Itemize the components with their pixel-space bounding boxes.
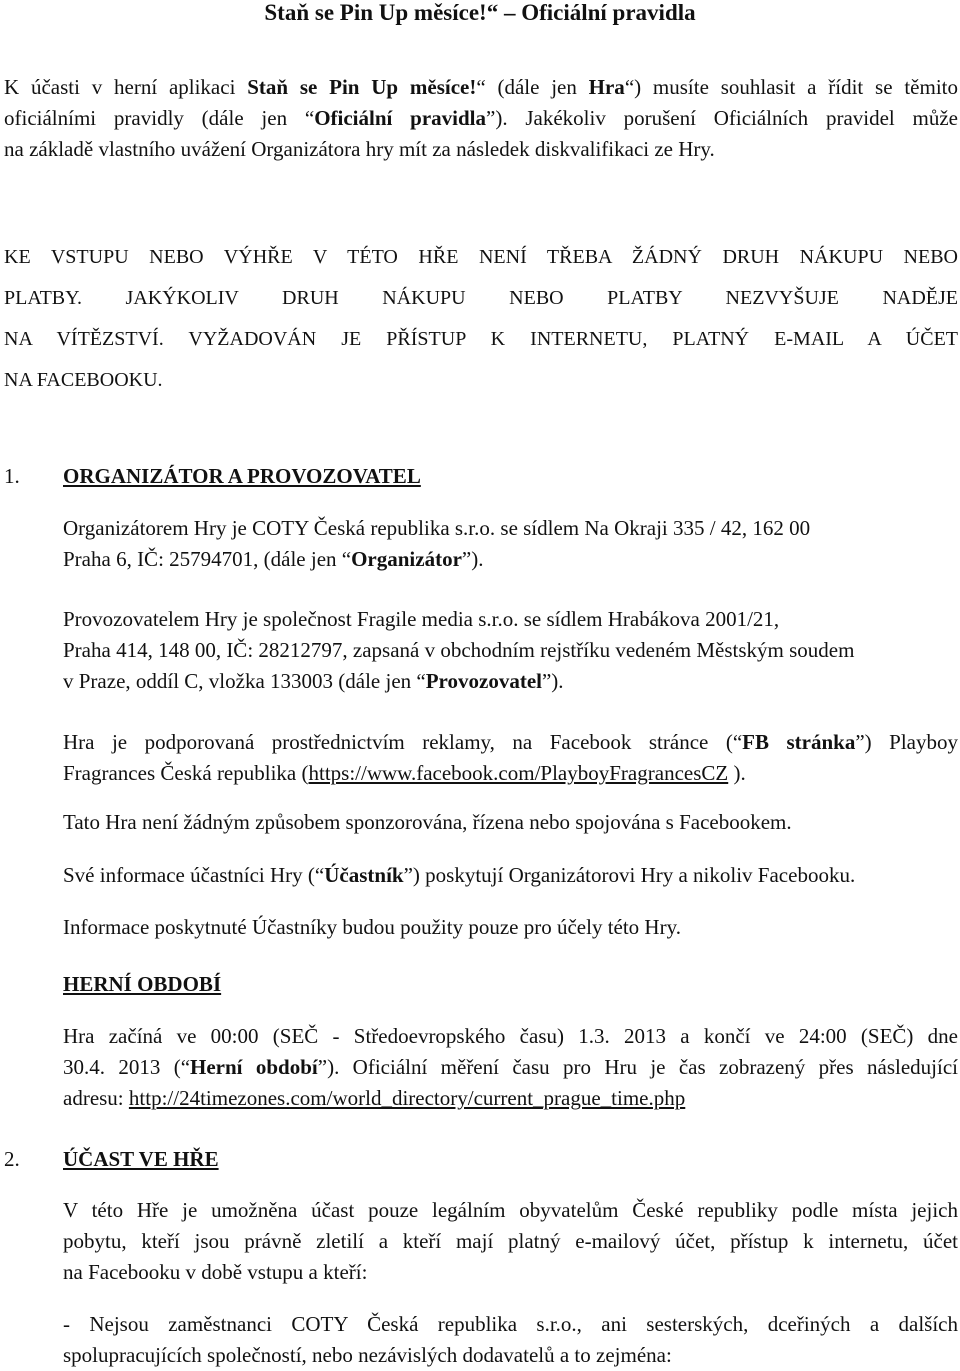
notice-line: PLATBY. JAKÝKOLIV DRUH NÁKUPU NEBO PLATBY NEZVYŠUJE NADĚJE	[4, 287, 958, 309]
eligibility-line: na Facebooku v době vstupu a kteří:	[63, 1260, 368, 1284]
organizer-line: Organizátorem Hry je COTY Česká republika s.r.o. se sídlem Na Okraji 335 / 42, 162 00	[63, 516, 811, 540]
intro-line: K účasti v herní aplikaci Staň se Pin Up měsíce!“ (dále jen Hra“) musíte souhlasit a řídit se těmito	[4, 75, 958, 99]
period-line: 30.4. 2013 (“Herní období”). Oficiální měření času pro Hru je čas zobrazený přes následující	[63, 1055, 958, 1079]
section-1-number: 1.	[4, 464, 20, 488]
intro-line: oficiálními pravidly (dále jen “Oficiální pravidla”). Jakékoliv porušení Oficiálních pravidel může	[4, 106, 959, 130]
intro-paragraph	[4, 72, 958, 165]
intro-line: na základě vlastního uvážení Organizátora hry mít za následek diskvalifikaci ze Hry.	[4, 137, 715, 161]
notice-line: KE VSTUPU NEBO VÝHŘE V TÉTO HŘE NENÍ TŘEBA ŽÁDNÝ DRUH NÁKUPU NEBO	[4, 246, 958, 268]
game-period-heading: HERNÍ OBDOBÍ	[63, 972, 222, 996]
notice-line: NA VÍTĚZSTVÍ. VYŽADOVÁN JE PŘÍSTUP K INTERNETU, PLATNÝ E-MAIL A ÚČET	[4, 328, 958, 350]
no-purchase-notice	[4, 237, 958, 401]
data-usage: Informace poskytnuté Účastníky budou použity pouze pro účely této Hry.	[63, 915, 681, 939]
page-title: Staň se Pin Up měsíce!“ – Oficiální pravidla	[264, 0, 696, 25]
section-2-heading: ÚČAST VE HŘE	[63, 1147, 219, 1171]
operator-line: Praha 414, 148 00, IČ: 28212797, zapsaná v obchodním rejstříku vedeném Městským soudem	[63, 638, 855, 662]
facebook-page-link[interactable]: https://www.facebook.com/PlayboyFragrancesCZ	[308, 761, 729, 785]
eligibility-list-item	[63, 1309, 958, 1371]
facebook-line: Hra je podporovaná prostřednictvím reklamy, na Facebook stránce (“FB stránka”) Playboy	[63, 730, 959, 754]
eligibility-line: pobytu, kteří jsou právně zletilí a kteří mají platný e-mailový účet, přístup k internetu, účet	[63, 1229, 958, 1253]
organizer-paragraph	[63, 513, 958, 575]
list-line: spolupracujících společností, nebo nezávislých dodavatelů a to zejména:	[63, 1343, 672, 1367]
operator-paragraph	[63, 604, 958, 697]
organizer-line: Praha 6, IČ: 25794701, (dále jen “Organizátor”).	[63, 547, 484, 571]
eligibility-line: V této Hře je umožněna účast pouze legálním obyvatelům České republiky podle místa jejich	[63, 1198, 958, 1222]
notice-line: NA FACEBOOKU.	[4, 369, 163, 391]
period-line: Hra začíná ve 00:00 (SEČ - Středoevropského času) 1.3. 2013 a končí ve 24:00 (SEČ) dne	[63, 1024, 958, 1048]
period-line: adresu: http://24timezones.com/world_directory/current_prague_time.php	[63, 1086, 686, 1110]
operator-line: v Praze, oddíl C, vložka 133003 (dále jen “Provozovatel”).	[63, 669, 564, 693]
sponsor-disclaimer: Tato Hra není žádným způsobem sponzorována, řízena nebo spojována s Facebookem.	[63, 810, 792, 834]
eligibility-paragraph	[63, 1195, 958, 1288]
section-2-number: 2.	[4, 1147, 20, 1171]
section-1-heading: ORGANIZÁTOR A PROVOZOVATEL	[63, 464, 421, 488]
list-line: - Nejsou zaměstnanci COTY Česká republika s.r.o., ani sesterských, dceřiných a dalších	[63, 1312, 958, 1336]
facebook-paragraph	[63, 727, 958, 789]
facebook-line: Fragrances Česká republika (https://www.facebook.com/PlayboyFragrancesCZ ).	[63, 761, 746, 785]
participant-info: Své informace účastníci Hry (“Účastník”) poskytují Organizátorovi Hry a nikoliv Facebooku.	[63, 863, 856, 887]
game-period-paragraph	[63, 1021, 958, 1114]
operator-line: Provozovatelem Hry je společnost Fragile media s.r.o. se sídlem Hrabákova 2001/21,	[63, 607, 780, 631]
time-reference-link[interactable]: http://24timezones.com/world_directory/current_prague_time.php	[128, 1086, 686, 1110]
